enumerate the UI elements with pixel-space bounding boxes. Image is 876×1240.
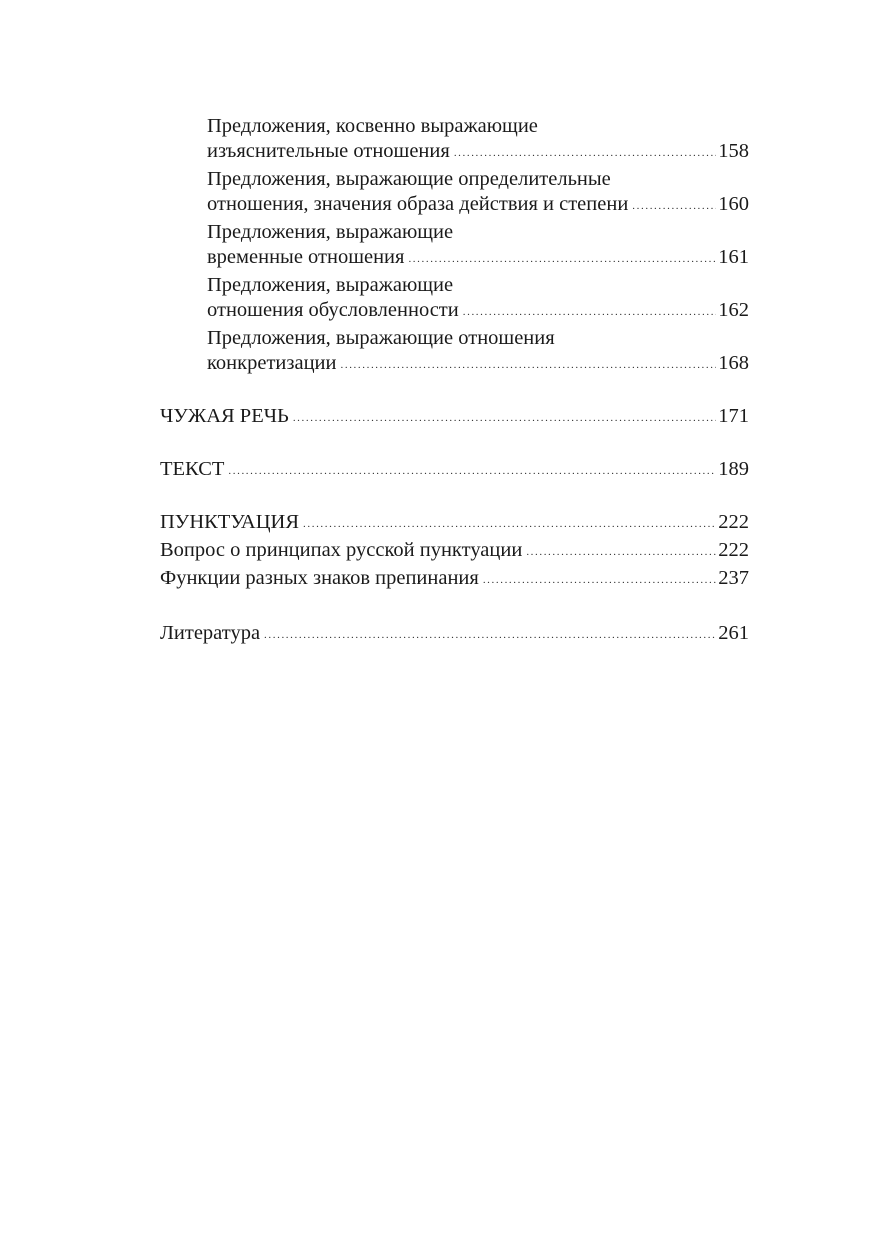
toc-page-number: 161 bbox=[718, 246, 749, 268]
dot-leader bbox=[408, 247, 716, 272]
toc-entry-title-line1: Предложения, выражающие отношения bbox=[207, 327, 555, 349]
toc-page-number: 237 bbox=[718, 567, 749, 589]
toc-entry[interactable] bbox=[160, 273, 749, 326]
dot-leader bbox=[632, 194, 716, 219]
dot-leader bbox=[454, 141, 716, 166]
toc-entry[interactable] bbox=[160, 326, 749, 379]
toc-entry[interactable] bbox=[160, 114, 749, 167]
toc-entry-title: Вопрос о принципах русской пунктуации bbox=[160, 539, 523, 561]
toc-entry-title-line1: Предложения, выражающие bbox=[207, 221, 454, 243]
dot-leader bbox=[483, 568, 716, 593]
toc-entry-title-line1: Предложения, выражающие bbox=[207, 274, 454, 296]
toc-page-number: 158 bbox=[718, 140, 749, 162]
toc-entry-title-line1: Предложения, косвенно выражающие bbox=[207, 115, 538, 137]
toc-entry-title-line1: Предложения, выражающие определительные bbox=[207, 168, 611, 190]
toc-entry[interactable] bbox=[160, 167, 749, 220]
toc-page-number: 160 bbox=[718, 193, 749, 215]
toc-entry-title-line2: отношения, значения образа действия и степени bbox=[207, 193, 629, 215]
toc-section-tekst[interactable] bbox=[160, 457, 749, 485]
dot-leader bbox=[463, 300, 717, 325]
toc-section-title: ТЕКСТ bbox=[160, 458, 225, 480]
toc-page-number: 222 bbox=[718, 539, 749, 561]
toc-entry-title-line2: конкретизации bbox=[207, 352, 337, 374]
toc-page-number: 162 bbox=[718, 299, 749, 321]
toc-section-title: ЧУЖАЯ РЕЧЬ bbox=[160, 405, 289, 427]
dot-leader bbox=[293, 406, 716, 431]
toc-entry-title-line2: временные отношения bbox=[207, 246, 405, 268]
dot-leader bbox=[303, 512, 716, 537]
toc-page-number: 261 bbox=[718, 622, 749, 644]
toc-section-punktuaciya[interactable] bbox=[160, 510, 749, 538]
dot-leader bbox=[526, 540, 716, 565]
dot-leader bbox=[341, 353, 717, 378]
toc-entry[interactable] bbox=[160, 220, 749, 273]
toc-section-chuzhaya-rech[interactable] bbox=[160, 404, 749, 432]
toc-page-number: 168 bbox=[718, 352, 749, 374]
toc-section-title: ПУНКТУАЦИЯ bbox=[160, 511, 300, 533]
toc-section-literatura[interactable] bbox=[160, 621, 749, 649]
dot-leader bbox=[264, 623, 716, 648]
toc-page-number: 189 bbox=[718, 458, 749, 480]
toc-entry[interactable] bbox=[160, 538, 749, 566]
toc-entry-title: Функции разных знаков препинания bbox=[160, 567, 479, 589]
toc-section-title: Литература bbox=[160, 622, 261, 644]
toc-entry[interactable] bbox=[160, 566, 749, 594]
table-of-contents bbox=[160, 114, 749, 649]
toc-page-number: 171 bbox=[718, 405, 749, 427]
toc-entry-title-line2: изъяснительные отношения bbox=[207, 140, 450, 162]
toc-entry-title-line2: отношения обусловленности bbox=[207, 299, 459, 321]
toc-page-number: 222 bbox=[718, 511, 749, 533]
dot-leader bbox=[228, 459, 716, 484]
